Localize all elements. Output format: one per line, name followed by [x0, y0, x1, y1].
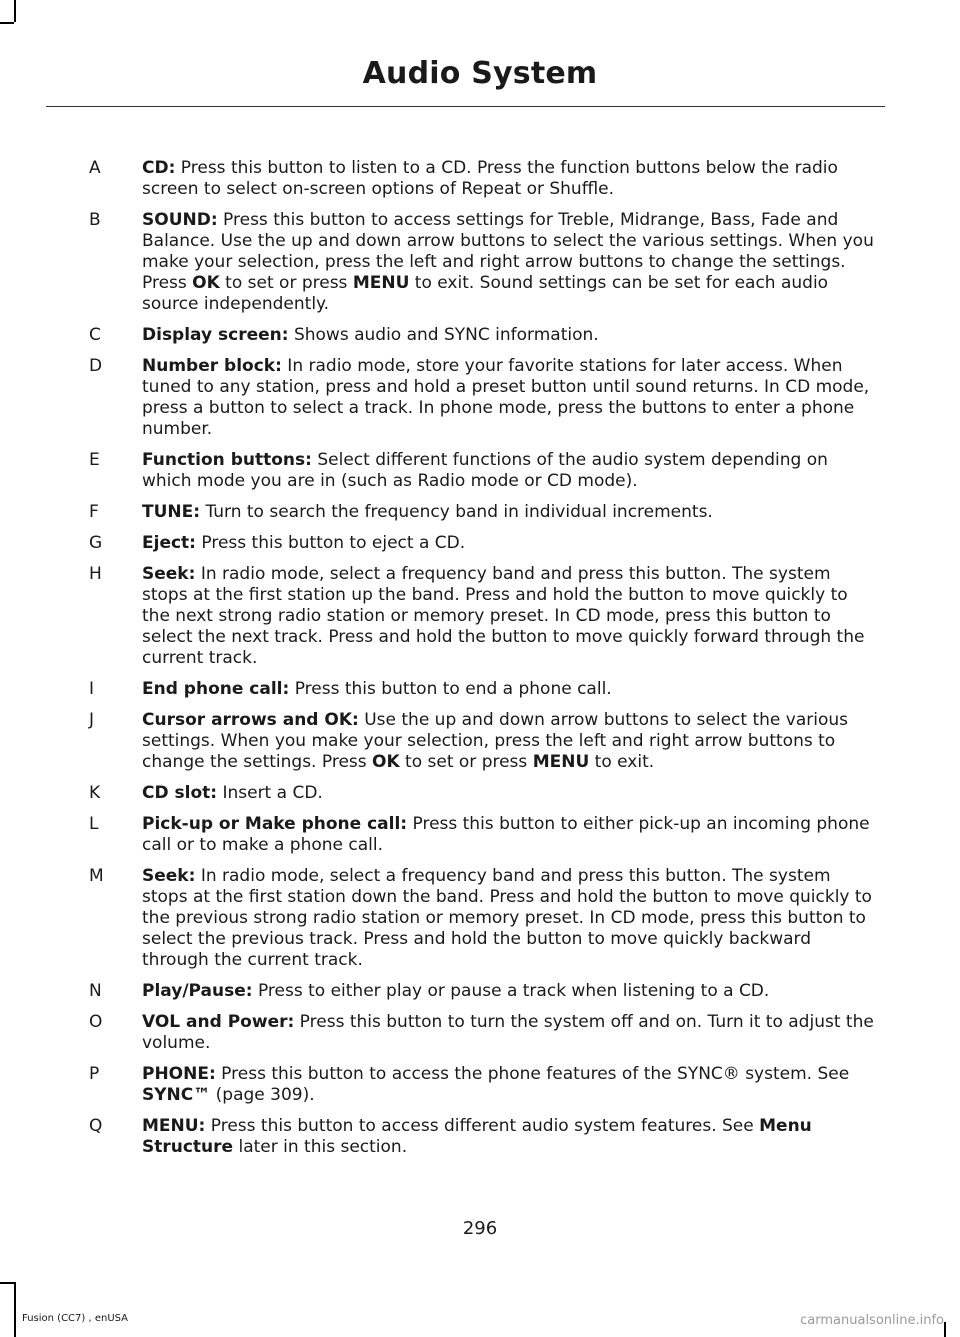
entry-term: Play/Pause:	[142, 981, 253, 1001]
entry-description: Press this button to access the phone features of the SYNC® system. See	[215, 1064, 850, 1084]
entry-description: (page 309).	[210, 1085, 315, 1105]
entry-term: Number block:	[142, 356, 282, 376]
entry-text	[108, 210, 876, 315]
page-title: Audio System	[362, 56, 598, 91]
entry-text	[108, 710, 876, 773]
legend-entry	[56, 1064, 876, 1106]
entry-keyword: SYNC™	[142, 1085, 211, 1105]
entry-description: Press this button to access different audio system features. See	[205, 1116, 760, 1136]
entry-term: MENU:	[142, 1116, 206, 1136]
entry-description: Press this button to access settings for Treble, Midrange, Bass, Fade and Balance. Use the up and down arrow buttons to select the various settings. When you make your selection, press the left and right arrow buttons to change the settings. Press	[142, 210, 874, 293]
entry-letter: D	[89, 356, 103, 376]
entry-keyword: OK	[192, 273, 220, 293]
entry-description: Press this button to listen to a CD. Press the function buttons below the radio screen to select on-screen options of Repeat or Shuffle.	[142, 158, 838, 199]
entry-description: Insert a CD.	[217, 783, 323, 803]
entry-text	[108, 450, 876, 492]
entry-term: Seek:	[142, 866, 196, 886]
entry-letter: E	[89, 450, 100, 470]
entry-text	[108, 981, 876, 1002]
legend-entry	[56, 1116, 876, 1158]
entry-term: CD slot:	[142, 783, 218, 803]
entry-term: Function buttons:	[142, 450, 312, 470]
entry-term: Eject:	[142, 533, 196, 553]
crop-mark-top-left	[0, 22, 14, 24]
entry-text	[108, 783, 876, 804]
entry-text	[108, 533, 876, 554]
entry-term: Seek:	[142, 564, 196, 584]
entry-description: to set or press	[219, 273, 353, 293]
entry-letter: A	[89, 158, 101, 178]
entry-keyword: OK	[372, 752, 400, 772]
entry-term: Display screen:	[142, 325, 289, 345]
crop-mark-bottom-left	[0, 1282, 14, 1284]
entry-description: Shows audio and SYNC information.	[288, 325, 599, 345]
entry-description: Press this button to either pick-up an incoming phone call or to make a phone call.	[142, 814, 870, 855]
crop-mark-bottom-right	[944, 1322, 946, 1337]
entry-description: to set or press	[399, 752, 533, 772]
entry-description: Select different functions of the audio system depending on which mode you are in (such as Radio mode or CD mode).	[142, 450, 828, 491]
legend-entry	[56, 679, 876, 700]
entry-description: In radio mode, select a frequency band and press this button. The system stops at the first station up the band. Press and hold the button to move quickly to the next strong radio station or memory preset. In CD mode, press this button to select the next track. Press and hold the button to move quickly forward through the current track.	[142, 564, 865, 668]
legend-entry	[56, 814, 876, 856]
legend-entry	[56, 710, 876, 773]
legend-entry	[56, 158, 876, 200]
entry-description: to exit. Sound settings can be set for each audio source independently.	[142, 273, 829, 314]
entry-keyword: Menu Structure	[142, 1116, 812, 1157]
entry-text	[108, 356, 876, 440]
entry-letter: P	[89, 1064, 100, 1084]
entry-letter: I	[89, 679, 95, 699]
entry-letter: F	[89, 502, 99, 522]
document-info: Fusion (CC7) , enUSA	[22, 1313, 129, 1324]
entry-term: SOUND:	[142, 210, 218, 230]
entry-term: End phone call:	[142, 679, 290, 699]
page-number: 296	[462, 1218, 498, 1239]
entry-description: Use the up and down arrow buttons to select the various settings. When you make your selection, press the left and right arrow buttons to change the settings. Press	[142, 710, 848, 772]
header-divider	[46, 106, 885, 107]
entry-description: Press to either play or pause a track when listening to a CD.	[252, 981, 770, 1001]
entry-letter: O	[89, 1012, 103, 1032]
entry-term: CD:	[142, 158, 176, 178]
entry-text	[108, 325, 876, 346]
entry-text	[108, 1064, 876, 1106]
entry-keyword: MENU	[532, 752, 590, 772]
entry-description: Press this button to turn the system off and on. Turn it to adjust the volume.	[142, 1012, 874, 1053]
entry-text	[108, 1012, 876, 1054]
entry-letter: N	[89, 981, 102, 1001]
entry-text	[108, 158, 876, 200]
entry-letter: G	[89, 533, 103, 553]
crop-mark-bottom-left	[14, 1282, 16, 1337]
entry-description: later in this section.	[233, 1137, 408, 1157]
entry-text	[108, 866, 876, 971]
entry-description: Turn to search the frequency band in individual increments.	[200, 502, 713, 522]
entry-description: Press this button to eject a CD.	[195, 533, 466, 553]
entry-description: In radio mode, select a frequency band and press this button. The system stops at the first station down the band. Press and hold the button to move quickly to the previous strong radio station or memory preset. In CD mode, press this button to select the previous track. Press and hold the button to move quickly backward through the current track.	[142, 866, 872, 970]
entry-text	[108, 679, 876, 700]
entry-letter: H	[89, 564, 102, 584]
entry-letter: K	[89, 783, 101, 803]
entry-letter: C	[89, 325, 101, 345]
entry-description: Press this button to end a phone call.	[289, 679, 612, 699]
legend-entry	[56, 866, 876, 971]
entry-term: Cursor arrows and OK:	[142, 710, 359, 730]
legend-entry	[56, 356, 876, 440]
entry-description: In radio mode, store your favorite stations for later access. When tuned to any station, press and hold a preset button until sound returns. In CD mode, press a button to select a track. In phone mode, press the buttons to enter a phone number.	[142, 356, 870, 439]
entry-letter: L	[89, 814, 99, 834]
entry-letter: M	[89, 866, 104, 886]
entry-term: VOL and Power:	[142, 1012, 295, 1032]
legend-entry	[56, 564, 876, 669]
legend-list	[56, 158, 876, 1168]
entry-term: Pick-up or Make phone call:	[142, 814, 408, 834]
entry-text	[108, 564, 876, 669]
legend-entry	[56, 450, 876, 492]
entry-term: TUNE:	[142, 502, 201, 522]
entry-text	[108, 1116, 876, 1158]
entry-text	[108, 502, 876, 523]
entry-letter: J	[89, 710, 95, 730]
legend-entry	[56, 325, 876, 346]
legend-entry	[56, 210, 876, 315]
crop-mark-top-left	[14, 0, 16, 22]
entry-keyword: MENU	[352, 273, 410, 293]
legend-entry	[56, 502, 876, 523]
legend-entry	[56, 981, 876, 1002]
entry-text	[108, 814, 876, 856]
legend-entry	[56, 533, 876, 554]
entry-term: PHONE:	[142, 1064, 216, 1084]
entry-letter: Q	[89, 1116, 103, 1136]
legend-entry	[56, 1012, 876, 1054]
entry-letter: B	[89, 210, 101, 230]
entry-description: to exit.	[589, 752, 655, 772]
watermark: carmanualsonline.info	[800, 1313, 944, 1328]
legend-entry	[56, 783, 876, 804]
